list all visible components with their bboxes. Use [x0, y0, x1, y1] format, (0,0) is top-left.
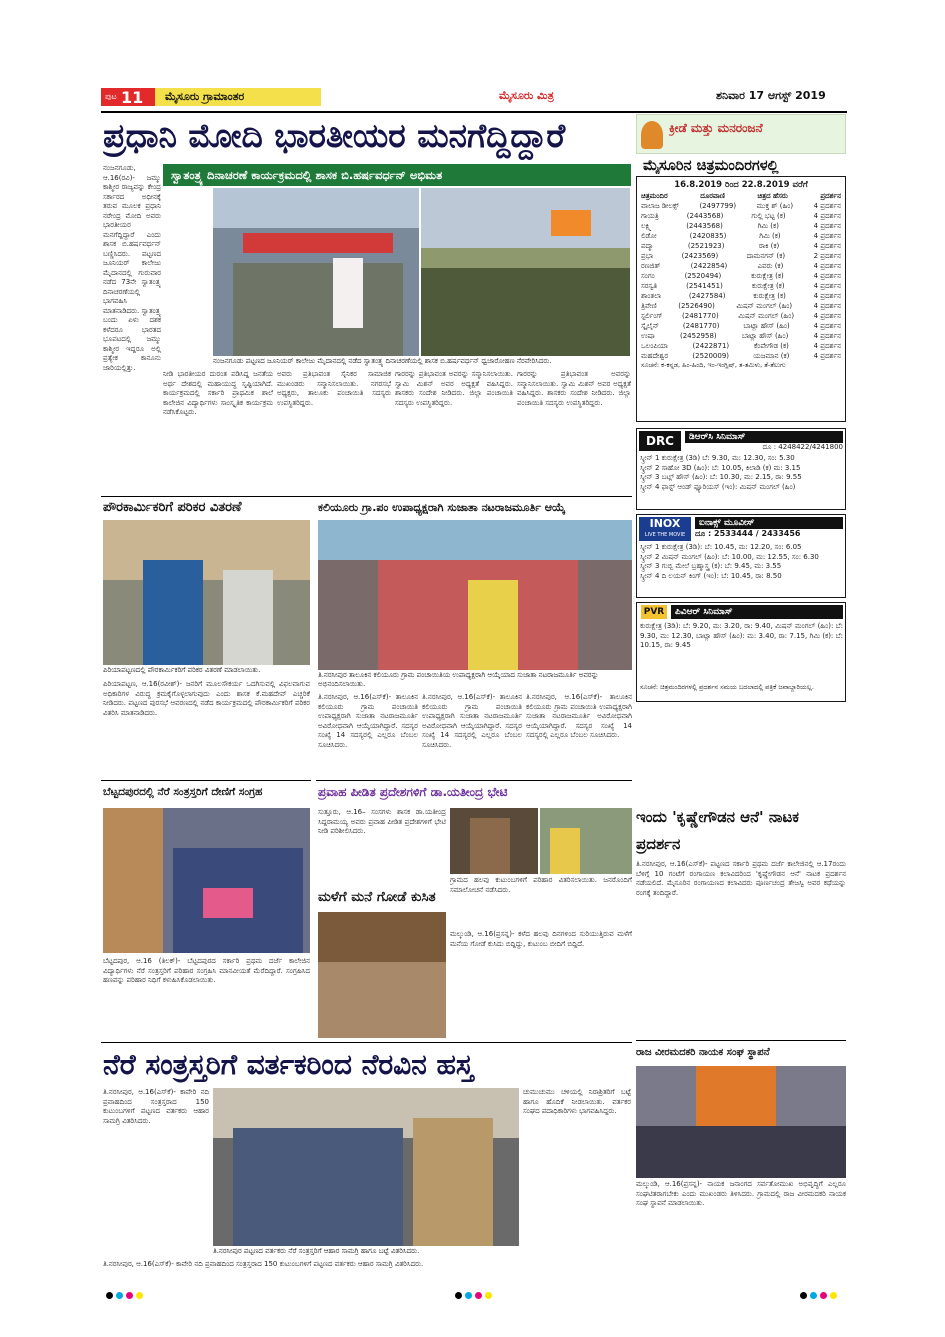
story-3-text-1: ತಿ.ನರಸೀಪುರ, ಆ.16(ಎಸ್‌ಕೆ)- ತಾಲೂಕಿನ ಕಲಿಯೂರು ಗ್ರಾಮ ಪಂಚಾಯಿತಿ ಉಪಾಧ್ಯಕ್ಷರಾಗಿ ಸುಜಾತಾ ನಟರಾಜಮೂರ್ತಿ ಅವಿರೋಧವಾಗಿ ಆಯ್ಕೆಯಾಗಿದ್ದಾರೆ. ಸದಸ್ಯರ ಸಂಖ್ಯೆ 14 ಸದಸ್ಯರಲ್ಲಿ ಎಲ್ಲರೂ ಬೆಂಬಲ ಸೂಚಿಸಿದರು.	[318, 693, 418, 749]
cinema-hall: ಪ್ರಭಾ	[641, 252, 654, 260]
cinema-film: ಗುಲ್ಲಿ ಭಟ್ಟ (ಕ)	[751, 212, 786, 220]
inox-row: ಸ್ಕ್ರೀನ್ 3 ಗುಬ್ಬಿ ಮೇಲೆ ಬ್ರಹ್ಮಾಸ್ತ್ರ (ಕ): ಬೆ: 9.45, ಮ: 3.55	[640, 562, 782, 570]
inox-row: ಸ್ಕ್ರೀನ್ 2 ಮಿಷನ್ ಮಂಗಲ್ (ಹಿಂ): ಬೆ: 10.00, ಮ: 12.55, ಸಂ: 6.30	[640, 552, 819, 561]
cinema-phone: (2452958)	[680, 332, 717, 340]
pvr-block	[636, 602, 846, 702]
drc-row: ಸ್ಕ್ರೀನ್ 4 ಫಾಸ್ಟ್ ಆಂಡ್ ಫ್ಯೂರಿಯಸ್ (ಇಂ): ಮಿಷನ್ ಮಂಗಲ್ (ಹಿಂ)	[640, 482, 796, 491]
cinema-note: ಸೂಚನೆ: ಕ-ಕನ್ನಡ, ಹಿಂ-ಹಿಂದಿ, ಇಂ-ಇಂಗ್ಲಿಷ್, ತ-ತಮಿಳು, ತೆ-ತೆಲುಗು	[641, 361, 786, 369]
story-5-photo-1	[450, 808, 538, 874]
story-6-photo	[318, 912, 446, 1038]
cinema-film: ಬಾಟ್ಲಾ ಹೌಸ್ (ಹಿಂ)	[741, 332, 789, 340]
story-8-text: ಮಲ್ಕುಂಡಿ, ಆ.16(ಪ್ರಸನ್ನ)- ನಾಯಕ ಜನಾಂಗದ ಸರ್ವತೋಮುಖ ಅಭಿವೃದ್ಧಿಗೆ ಎಲ್ಲರೂ ಸಂಘಟಿತರಾಗಬೇಕು ಎಂದು ಮುಖಂಡರು ತಿಳಿಸಿದರು. ಗ್ರಾಮದಲ್ಲಿ ರಾಜ ವೀರಮದಕರಿ ನಾಯಕ ಸಂಘ ಸ್ಥಾಪನೆ ಮಾಡಲಾಯಿತು.	[636, 1180, 846, 1207]
story-7-headline: ಇಂದು 'ಕೃಷ್ಣೇಗೌಡನ ಆನೆ' ನಾಟಕ ಪ್ರದರ್ಶನ	[636, 808, 800, 853]
header-rule	[101, 111, 847, 113]
cinema-row	[641, 201, 841, 211]
cinema-row	[641, 331, 841, 341]
story-3-headline: ಕಲಿಯೂರು ಗ್ರಾ.ಪಂ ಉಪಾಧ್ಯಕ್ಷರಾಗಿ ಸುಜಾತಾ ನಟರಾಜಮೂರ್ತಿ ಆಯ್ಕೆ	[318, 501, 566, 514]
cinema-dates: 16.8.2019 ರಿಂದ 22.8.2019 ವರೆಗೆ	[674, 180, 808, 190]
cinema-shows: 4 ಪ್ರದರ್ಶನ	[813, 332, 841, 340]
cinema-hall: ಪದ್ಮಾ	[641, 242, 654, 250]
story-8-photo	[636, 1066, 846, 1178]
lead-headline: ಪ್ರಧಾನಿ ಮೋದಿ ಭಾರತೀಯರ ಮನಗೆದ್ದಿದ್ದಾರೆ	[103, 116, 566, 155]
story-3-photo	[318, 520, 632, 670]
story-4-text: ಬೆಟ್ಟದಪುರ, ಆ.16 (ತಿಲಕ್)- ಬೆಟ್ಟದಪುರದ ಸರ್ಕಾರಿ ಪ್ರಥಮ ದರ್ಜೆ ಕಾಲೇಜಿನ ವಿದ್ಯಾರ್ಥಿಗಳು ನೆರೆ ಸಂತ್ರಸ್ತರಿಗೆ ಪರಿಹಾರ ಸಂಗ್ರಹಿಸಿ ಮಾನವೀಯತೆ ಮೆರೆದಿದ್ದಾರೆ. ಸಂಗ್ರಹಿಸಿದ ಹಣವನ್ನು ಪರಿಹಾರ ನಿಧಿಗೆ ಕಳುಹಿಸಿಕೊಡಲಾಯಿತು.	[103, 957, 310, 984]
cinema-phone: (2481770)	[682, 322, 720, 330]
cinema-film: ಕೆಂಪೇಗೌಡ (ಕ)	[753, 342, 789, 350]
cinema-phone: (2420835)	[689, 232, 727, 240]
cinema-hall: ಲಿಡೋ	[641, 232, 657, 240]
cinema-row	[641, 351, 841, 361]
pvr-schedule: ಕುರುಕ್ಷೇತ್ರ (3ಡಿ): ಬೆ: 9.20, ಮ: 3.20, ರಾ: 9.40, ಮಿಷನ್ ಮಂಗಲ್ (ಹಿಂ): ಬೆ: 9.30, ಮ: 12.30, ಬಾಟ್ಲಾ ಹೌಸ್ (ಹಿಂ): ಮ: 3.40, ರಾ: 7.15, ಗಿಮಿ (ಕ): ಬೆ: 10.15, ರಾ: 9.45	[640, 622, 843, 649]
cinema-shows: 4 ಪ್ರದರ್ಶನ	[813, 322, 841, 330]
cinema-shows: 4 ಪ್ರದರ್ಶನ	[813, 232, 841, 240]
cinema-phone: (2521923)	[687, 242, 725, 250]
cinema-phone: (2422854)	[690, 262, 728, 270]
story-2-photo	[103, 520, 310, 665]
divider	[101, 1042, 632, 1043]
cinema-row	[641, 241, 841, 251]
cinema-phone: (2520009)	[692, 352, 730, 360]
cinema-col-phone: ದೂರವಾಣಿ	[700, 192, 725, 200]
inox-row: ಸ್ಕ್ರೀನ್ 1 ಕುರುಕ್ಷೇತ್ರ (3ಡಿ): ಬೆ: 10.45, ಮ: 12.20, ಸಂ: 6.05	[640, 543, 802, 551]
cinema-film: ಮಿಷನ್ ಮಂಗಲ್ (ಹಿಂ)	[736, 302, 793, 310]
cinema-film: ಮಿಷನ್ ಮಂಗಲ್ (ಹಿಂ)	[738, 312, 795, 320]
cinema-hall: ತ್ರಿವೇಣಿ	[641, 302, 657, 310]
lead-column-4: ಗಾರರನ್ನು ಪ್ರತಿಭಾವಂತ ಅವರನ್ನು ಸನ್ಮಾನಿಸಲಾಯಿತು. ಸ್ವಾಮಿ ಮಿಶನ್ ಅವರ ಅಧ್ಯಕ್ಷತೆ ವಹಿಸಿದ್ದರು. ಶಾಸಕರು ಸಂದೇಶ ನೀಡಿದರು. ಜಿಲ್ಲಾ ಪಂಚಾಯಿತಿ ಸದಸ್ಯರು ಉಪಸ್ಥಿತರಿದ್ದರು.	[395, 370, 513, 407]
cinema-shows: 4 ಪ್ರದರ್ಶನ	[813, 292, 841, 300]
cinema-row	[641, 251, 841, 261]
story-8-headline: ರಾಜ ವೀರಮದಕರಿ ನಾಯಕ ಸಂಘ ಸ್ಥಾಪನೆ	[636, 1047, 770, 1058]
divider	[101, 780, 311, 781]
cinema-film: ಕುರುಕ್ಷೇತ್ರ (ಕ)	[751, 272, 784, 280]
lead-column-1: ನಂಜನಗೂಡು, ಆ.16(ರವಿ)- ಜಮ್ಮು ಕಾಶ್ಮೀರ ರಾಜ್ಯವನ್ನು ಕೇಂದ್ರ ಸರ್ಕಾರದ ಅಧೀನಕ್ಕೆ ತರುವ ಮೂಲಕ ಪ್ರಧಾನಿ ನರೇಂದ್ರ ಮೋದಿ ಅವರು ಭಾರತೀಯರ ಮನಗೆದ್ದಿದ್ದಾರೆ ಎಂದು ಶಾಸಕ ಬಿ.ಹರ್ಷವರ್ಧನ್ ಬಣ್ಣಿಸಿದರು. ಪಟ್ಟಣದ ಜೂನಿಯರ್ ಕಾಲೇಜು ಮೈದಾನದಲ್ಲಿ ಗುರುವಾರ ನಡೆದ 73ನೇ ಸ್ವಾತಂತ್ರ್ಯ ದಿನಾಚರಣೆಯಲ್ಲಿ ಭಾಗವಹಿಸಿ ಮಾತನಾಡಿದರು. ಸ್ವಾತಂತ್ರ್ಯ ಬಂದು ಏಳು ದಶಕ ಕಳೆದರೂ ಭಾರತದ ಭೂಪಟದಲ್ಲಿ ಜಮ್ಮು ಕಾಶ್ಮೀರ ಇದ್ದರೂ ಅಲ್ಲಿ ಪ್ರತ್ಯೇಕ ಕಾನೂನು ಜಾರಿಯಲ್ಲಿತ್ತು.	[103, 164, 161, 372]
cinema-hall: ಉಷಾ	[641, 332, 655, 340]
cinema-hall: ಒಲಂಪಿಯಾ	[641, 342, 668, 350]
page-number: 11	[121, 88, 144, 107]
story-3-text-2: ತಿ.ನರಸೀಪುರ, ಆ.16(ಎಸ್‌ಕೆ)- ತಾಲೂಕಿನ ಕಲಿಯೂರು ಗ್ರಾಮ ಪಂಚಾಯಿತಿ ಉಪಾಧ್ಯಕ್ಷರಾಗಿ ಸುಜಾತಾ ನಟರಾಜಮೂರ್ತಿ ಅವಿರೋಧವಾಗಿ ಆಯ್ಕೆಯಾಗಿದ್ದಾರೆ. ಸದಸ್ಯರ ಸಂಖ್ಯೆ 14 ಸದಸ್ಯರಲ್ಲಿ ಎಲ್ಲರೂ ಬೆಂಬಲ ಸೂಚಿಸಿದರು.	[422, 693, 522, 749]
page-number-box	[101, 88, 155, 106]
cinema-row	[641, 311, 841, 321]
sports-icon	[641, 121, 663, 149]
cinema-film: ರಾಕಿ (ಕ)	[758, 242, 780, 250]
inox-title: ಐನಾಕ್ಸ್ ಮೂವೀಸ್	[695, 517, 843, 529]
inox-logo: INOX LIVE THE MOVIE	[639, 517, 691, 541]
cinema-hall: ಸ್ಟರ್ಲಿಂಗ್	[641, 312, 663, 320]
story-2-caption: ಪಿರಿಯಾಪಟ್ಟಣದಲ್ಲಿ ಪೌರಕಾರ್ಮಿಕರಿಗೆ ಪರಿಕರ ವಿತರಣೆ ಮಾಡಲಾಯಿತು.	[103, 666, 310, 677]
story-9-headline: ನೆರೆ ಸಂತ್ರಸ್ತರಿಗೆ ವರ್ತಕರಿಂದ ನೆರವಿನ ಹಸ್ತ	[103, 1048, 474, 1081]
section-title: ಮೈಸೂರು ಗ್ರಾಮಾಂತರ	[165, 90, 245, 103]
divider	[316, 780, 632, 781]
cinema-title: ಮೈಸೂರಿನ ಚಿತ್ರಮಂದಿರಗಳಲ್ಲಿ	[643, 158, 779, 174]
cinema-film: ಮುಕ್ತ ಶ್ (ಹಿಂ)	[756, 202, 794, 210]
cinema-phone: (2481770)	[682, 312, 719, 320]
cinema-row	[641, 261, 841, 271]
inox-row: ಸ್ಕ್ರೀನ್ 4 ದಿ ಲಯನ್ ಕಿಂಗ್ (ಇಂ): ಬೆ: 10.45, ರಾ: 8.50	[640, 571, 782, 580]
cinema-col-film: ಚಿತ್ರದ ಹೆಸರು	[757, 192, 788, 200]
story-9-photo	[213, 1088, 519, 1246]
cinema-film: ಎವರು (ಕ)	[757, 262, 784, 270]
inox-phone: ದೂ : 2533444 / 2433456	[695, 529, 801, 538]
cinema-film: ಗಿಮಿ (ಕ)	[759, 232, 781, 240]
cinema-row	[641, 281, 841, 291]
story-2-headline: ಪೌರಕಾರ್ಮಿಕರಿಗೆ ಪರಿಕರ ವಿತರಣೆ	[103, 500, 242, 515]
cinema-header-row	[641, 191, 841, 201]
drc-schedule	[640, 454, 843, 509]
story-4-headline: ಬೆಟ್ಟದಪುರದಲ್ಲಿ ನೆರೆ ಸಂತ್ರಸ್ತರಿಗೆ ದೇಣಿಗೆ ಸಂಗ್ರಹ	[103, 786, 263, 798]
story-6-text: ಮಲ್ಕುಂಡಿ, ಆ.16(ಪ್ರಸನ್ನ)- ಕಳೆದ ಹಲವು ದಿನಗಳಿಂದ ಸುರಿಯುತ್ತಿರುವ ಮಳೆಗೆ ಮನೆಯ ಗೋಡೆ ಕುಸಿದು ಬಿದ್ದಿದ್ದು, ಕುಟುಂಬ ಬೀದಿಗೆ ಬಿದ್ದಿದೆ.	[450, 930, 632, 948]
pvr-title: ಪಿವಿಆರ್ ಸಿನಿಮಾಸ್	[671, 605, 843, 619]
story-6-headline: ಮಳೆಗೆ ಮನೆ ಗೋಡೆ ಕುಸಿತ	[318, 889, 436, 905]
cinema-shows: 4 ಪ್ರದರ್ಶನ	[813, 212, 841, 220]
issue-date: ಶನಿವಾರ 17 ಆಗಸ್ಟ್ 2019	[716, 89, 826, 102]
cinema-hall: ವಾಲಾಜ ಡೀಲಕ್ಸ್	[641, 202, 679, 210]
page-header	[101, 86, 847, 108]
story-4-photo	[103, 808, 310, 953]
cinema-shows: 4 ಪ್ರದರ್ಶನ	[813, 312, 841, 320]
inox-block	[636, 514, 846, 598]
cinema-hall: ಲಕ್ಷ್ಮಿ	[641, 222, 652, 230]
cinema-shows: 4 ಪ್ರದರ್ಶನ	[813, 262, 841, 270]
cinema-shows: 4 ಪ್ರದರ್ಶನ	[813, 352, 841, 360]
story-5-headline: ಪ್ರವಾಹ ಪೀಡಿತ ಪ್ರದೇಶಗಳಿಗೆ ಡಾ.ಯತೀಂದ್ರ ಭೇಟಿ	[318, 785, 508, 799]
cinema-phone: (2541451)	[686, 282, 723, 290]
masthead: ಮೈಸೂರು ಮಿತ್ರ	[499, 89, 554, 102]
cinema-shows: 4 ಪ್ರದರ್ಶನ	[813, 222, 841, 230]
cinema-phone: (2423569)	[681, 252, 719, 260]
cinema-shows: 4 ಪ್ರದರ್ಶನ	[813, 302, 841, 310]
cinema-row	[641, 211, 841, 221]
drc-title: ಡಿಆರ್‌ಸಿ ಸಿನಿಮಾಸ್	[685, 431, 843, 443]
cinema-row	[641, 321, 841, 331]
story-7-text: ತಿ.ನರಸೀಪುರ, ಆ.16(ಎಸ್‌ಕೆ)- ಪಟ್ಟಣದ ಸರ್ಕಾರಿ ಪ್ರಥಮ ದರ್ಜೆ ಕಾಲೇಜಿನಲ್ಲಿ ಆ.17ರಂದು ಬೆಳಿಗ್ಗೆ 10 ಗಂಟೆಗೆ ರಂಗಾಯಣ ಕಲಾವಿದರಿಂದ 'ಕೃಷ್ಣೇಗೌಡನ ಆನೆ' ನಾಟಕ ಪ್ರದರ್ಶನ ನಡೆಯಲಿದೆ. ಮೈಸೂರಿನ ರಂಗಾಯಣದ ಕಲಾವಿದರು ಪೂರ್ಣಚಂದ್ರ ತೇಜಸ್ವಿ ಅವರ ಕಥೆಯನ್ನು ರಂಗಕ್ಕೆ ತಂದಿದ್ದಾರೆ.	[636, 860, 846, 897]
cinema-hall: ಸ್ಕೈಲೈನ್	[641, 322, 659, 330]
lead-column-5: ಗಾರರನ್ನು ಪ್ರತಿಭಾವಂತ ಅವರನ್ನು ಸನ್ಮಾನಿಸಲಾಯಿತು. ಸ್ವಾಮಿ ಮಿಶನ್ ಅವರ ಅಧ್ಯಕ್ಷತೆ ವಹಿಸಿದ್ದರು. ಶಾಸಕರು ಸಂದೇಶ ನೀಡಿದರು. ಜಿಲ್ಲಾ ಪಂಚಾಯಿತಿ ಸದಸ್ಯರು ಉಪಸ್ಥಿತರಿದ್ದರು.	[517, 370, 631, 407]
cinema-row	[641, 231, 841, 241]
cinema-row	[641, 301, 841, 311]
cinema-shows: 2 ಪ್ರದರ್ಶನ	[813, 252, 841, 260]
cinema-shows: 4 ಪ್ರದರ್ಶನ	[813, 242, 841, 250]
cinema-shows: 4 ಪ್ರದರ್ಶನ	[813, 272, 841, 280]
cinema-row	[641, 271, 841, 281]
inox-schedule	[640, 543, 843, 597]
cinema-phone: (2422871)	[692, 342, 730, 350]
cinema-hall: ರಣಜಿತ್	[641, 262, 661, 270]
cinema-row	[641, 341, 841, 351]
lead-photo-caption: ನಂಜನಗೂಡು ಪಟ್ಟಣದ ಜೂನಿಯರ್ ಕಾಲೇಜು ಮೈದಾನದಲ್ಲಿ ನಡೆದ ಸ್ವಾತಂತ್ರ್ಯ ದಿನಾಚರಣೆಯಲ್ಲಿ ಶಾಸಕ ಬಿ.ಹರ್ಷವರ್ಧನ್ ಧ್ವಜಾರೋಹಣ ನೆರವೇರಿಸಿದರು.	[213, 357, 631, 369]
cinema-phone: (2443568)	[686, 212, 724, 220]
cinema-phone: (2520494)	[684, 272, 722, 280]
cinema-film: ಯಜಮಾನ (ಕ)	[753, 352, 790, 360]
cinema-film: ದಾಮನಗನ್ (ಕ)	[746, 252, 786, 260]
cinema-row	[641, 221, 841, 231]
story-9-text-2: ಚುಮುಚುಮು ಚಳಿಯಲ್ಲಿ ನಿರಾಶ್ರಿತರಿಗೆ ಬಟ್ಟೆ ಹಾಗೂ ಹೊದಿಕೆ ನೀಡಲಾಯಿತು. ವರ್ತಕರ ಸಂಘದ ಪದಾಧಿಕಾರಿಗಳು ಭಾಗವಹಿಸಿದ್ದರು.	[523, 1088, 631, 1115]
cinema-hall: ಸರಸ್ವತಿ	[641, 282, 658, 290]
cinema-shows: 4 ಪ್ರದರ್ಶನ	[813, 202, 841, 210]
story-3-caption: ತಿ.ನರಸೀಪುರ ತಾಲೂಕಿನ ಕಲಿಯೂರು ಗ್ರಾಮ ಪಂಚಾಯಿತಿಯ ಉಪಾಧ್ಯಕ್ಷರಾಗಿ ಆಯ್ಕೆಯಾದ ಸುಜಾತಾ ನಟರಾಜಮೂರ್ತಿ ಅವರನ್ನು ಅಭಿನಂದಿಸಲಾಯಿತು.	[318, 671, 632, 691]
story-3-text-3: ತಿ.ನರಸೀಪುರ, ಆ.16(ಎಸ್‌ಕೆ)- ತಾಲೂಕಿನ ಕಲಿಯೂರು ಗ್ರಾಮ ಪಂಚಾಯಿತಿ ಉಪಾಧ್ಯಕ್ಷರಾಗಿ ಸುಜಾತಾ ನಟರಾಜಮೂರ್ತಿ ಅವಿರೋಧವಾಗಿ ಆಯ್ಕೆಯಾಗಿದ್ದಾರೆ. ಸದಸ್ಯರ ಸಂಖ್ಯೆ 14 ಸದಸ್ಯರಲ್ಲಿ ಎಲ್ಲರೂ ಬೆಂಬಲ ಸೂಚಿಸಿದರು.	[526, 693, 632, 739]
lead-subhead: ಸ್ವಾತಂತ್ರ್ಯ ದಿನಾಚರಣೆ ಕಾರ್ಯಕ್ರಮದಲ್ಲಿ ಶಾಸಕ ಬಿ.ಹರ್ಷವರ್ಧನ್ ಅಭಿಮತ	[163, 164, 631, 186]
cinema-hall: ಸಂಗಂ	[641, 272, 655, 280]
story-9-text: ತಿ.ನರಸೀಪುರ, ಆ.16(ಎಸ್‌ಕೆ)- ಕಾವೇರಿ ನದಿ ಪ್ರವಾಹದಿಂದ ಸಂತ್ರಸ್ತರಾದ 150 ಕುಟುಂಬಗಳಿಗೆ ಪಟ್ಟಣದ ವರ್ತಕರು ಆಹಾರ ಸಾಮಗ್ರಿ ವಿತರಿಸಿದರು.	[103, 1088, 209, 1125]
story-9-text-3: ತಿ.ನರಸೀಪುರ, ಆ.16(ಎಸ್‌ಕೆ)- ಕಾವೇರಿ ನದಿ ಪ್ರವಾಹದಿಂದ ಸಂತ್ರಸ್ತರಾದ 150 ಕುಟುಂಬಗಳಿಗೆ ಪಟ್ಟಣದ ವರ್ತಕರು ಆಹಾರ ಸಾಮಗ್ರಿ ವಿತರಿಸಿದರು.	[103, 1260, 424, 1268]
drc-block	[636, 428, 846, 510]
divider	[636, 1040, 846, 1041]
divider	[101, 496, 632, 497]
story-2-text: ಪಿರಿಯಾಪಟ್ಟಣ, ಆ.16(ರವೀಶ್)- ಜನರಿಗೆ ಮೂಲಸೌಕರ್ಯ ಒದಗಿಸುವಲ್ಲಿ ವಿಫಲವಾಗುವ ಅಧಿಕಾರಿಗಳ ವಿರುದ್ಧ ಕ್ರಮಕೈಗೊಳ್ಳಲಾಗುವುದು ಎಂದು ಶಾಸಕ ಕೆ.ಮಹದೇವ್ ಎಚ್ಚರಿಕೆ ನೀಡಿದರು. ಪಟ್ಟಣದ ಪುರಸಭೆ ಆವರಣದಲ್ಲಿ ನಡೆದ ಕಾರ್ಯಕ್ರಮದಲ್ಲಿ ಪೌರಕಾರ್ಮಿಕರಿಗೆ ಪರಿಕರ ವಿತರಿಸಿ ಮಾತನಾಡಿದರು.	[103, 680, 310, 717]
cinema-film: ಬಾಟ್ಲಾ ಹೌಸ್ (ಹಿಂ)	[743, 322, 790, 330]
drc-logo: DRC	[639, 431, 681, 451]
cinema-film: ಕುರುಕ್ಷೇತ್ರ (ಕ)	[753, 292, 786, 300]
story-5-text: ಸುತ್ತೂರು, ಆ.16– ಸಂಸಗಳು ಶಾಸಕ ಡಾ.ಯತೀಂದ್ರ ಸಿದ್ದರಾಮಯ್ಯ ಅವರು ಪ್ರವಾಹ ಪೀಡಿತ ಪ್ರದೇಶಗಳಿಗೆ ಭೇಟಿ ನೀಡಿ ಪರಿಶೀಲಿಸಿದರು.	[318, 808, 446, 835]
lead-column-2: ನೀಡಿ ಭಾರತೀಯರ ದುರಂತ ಪಡಿಸಿದ್ದ ಜನತೆಯ ಅರ್ಥ ದೇಶದಲ್ಲಿ ಮಹಾಯುದ್ಧ ಸೃಷ್ಟಿಯಾಗಿದೆ. ಕಾರ್ಯಕ್ರಮದಲ್ಲಿ ಸರ್ಕಾರಿ ಪ್ರಾಥಮಿಕ ಶಾಲೆ ಕಾಲೇಜಿನ ವಿದ್ಯಾರ್ಥಿಗಳು ಸಾಂಸ್ಕೃತಿಕ ಕಾರ್ಯಕ್ರಮ ನಡೆಸಿಕೊಟ್ಟರು.	[163, 370, 273, 416]
cinema-film: ಕುರುಕ್ಷೇತ್ರ (ಕ)	[751, 282, 785, 290]
entertainment-banner	[636, 114, 846, 154]
drc-row: ಸ್ಕ್ರೀನ್ 1 ಕುರುಕ್ಷೇತ್ರ (3ಡಿ) ಬೆ: 9.30, ಮ: 12.30, ಸಂ: 5.30	[640, 454, 795, 462]
cinema-rows	[641, 201, 841, 361]
cinema-hall: ಶಾಂತಲಾ	[641, 292, 662, 300]
cinema-phone: (2427584)	[688, 292, 726, 300]
pvr-logo: PVR	[641, 605, 667, 619]
drc-row: ಸ್ಕ್ರೀನ್ 2 ಸಾಹೋ 3D (ಹಿಂ): ಬೆ: 10.05, ಕಿಲಾಡಿ (ಕ) ಮ: 3.15	[640, 463, 801, 472]
cinema-phone: (2497799)	[699, 202, 737, 210]
cinema-shows: 4 ಪ್ರದರ್ಶನ	[813, 342, 841, 350]
lead-column-3: ಅವರು ಪ್ರತಿಭಾವಂತ ಸೈನಿಕರ ಸಾಮಾಜಿಕ ಮುಖಂಡರು ಸನ್ಮಾನಿಸಲಾಯಿತು. ನಗರಸಭೆ ಅಧ್ಯಕ್ಷರು, ತಾಲೂಕು ಪಂಚಾಯಿತಿ ಸದಸ್ಯರು ಉಪಸ್ಥಿತರಿದ್ದರು.	[277, 370, 391, 407]
lead-photo-1	[213, 188, 419, 356]
cinema-row	[641, 291, 841, 301]
banner-title: ಕ್ರೀಡೆ ಮತ್ತು ಮನರಂಜನೆ	[669, 121, 763, 135]
page-label: ಪುಟ	[105, 92, 117, 101]
cinema-hall: ಮಹದೇಶ್ವರ	[641, 352, 669, 360]
cinema-hall: ಗಾಯತ್ರಿ	[641, 212, 659, 220]
story-5-photo-2	[540, 808, 632, 874]
story-9-caption: ತಿ.ನರಸೀಪುರ ಪಟ್ಟಣದ ವರ್ತಕರು ನೆರೆ ಸಂತ್ರಸ್ತರಿಗೆ ಆಹಾರ ಸಾಮಗ್ರಿ ಹಾಗೂ ಬಟ್ಟೆ ವಿತರಿಸಿದರು.	[213, 1247, 519, 1257]
drc-phone: ದೂ : 4248422/4241800	[762, 443, 843, 451]
cinema-col-shows: ಪ್ರದರ್ಶನ	[820, 192, 841, 200]
pvr-notice: ಸೂಚನೆ: ಚಿತ್ರಮಂದಿರಗಳಲ್ಲಿ ಪ್ರದರ್ಶನ ಸಮಯ ಬದಲಾದಲ್ಲಿ ಪತ್ರಿಕೆ ಜವಾಬ್ದಾರಿಯಲ್ಲ.	[640, 683, 814, 691]
cinema-listing	[636, 176, 846, 422]
section-band	[155, 88, 321, 106]
cinema-phone: (2443568)	[686, 222, 723, 230]
cinema-shows: 4 ಪ್ರದರ್ಶನ	[813, 282, 841, 290]
cinema-col-hall: ಚಿತ್ರಮಂದಿರ	[641, 192, 668, 200]
story-5-text-2: ಗ್ರಾಮದ ಹಲವು ಕುಟುಂಬಗಳಿಗೆ ಪರಿಹಾರ ವಿತರಿಸಲಾಯಿತು. ಜನರೊಂದಿಗೆ ಸಮಾಲೋಚನೆ ನಡೆಸಿದರು.	[450, 876, 632, 894]
lead-photo-2	[421, 188, 630, 356]
drc-row: ಸ್ಕ್ರೀನ್ 3 ಬಟ್ಲ್ ಹೌಸ್ (ಹಿಂ): ಬೆ: 10.30, ಮ: 2.15, ರಾ: 9.55	[640, 473, 802, 481]
cinema-phone: (2526490)	[678, 302, 715, 310]
cinema-film: ಗಿಮಿ (ಕ)	[757, 222, 779, 230]
